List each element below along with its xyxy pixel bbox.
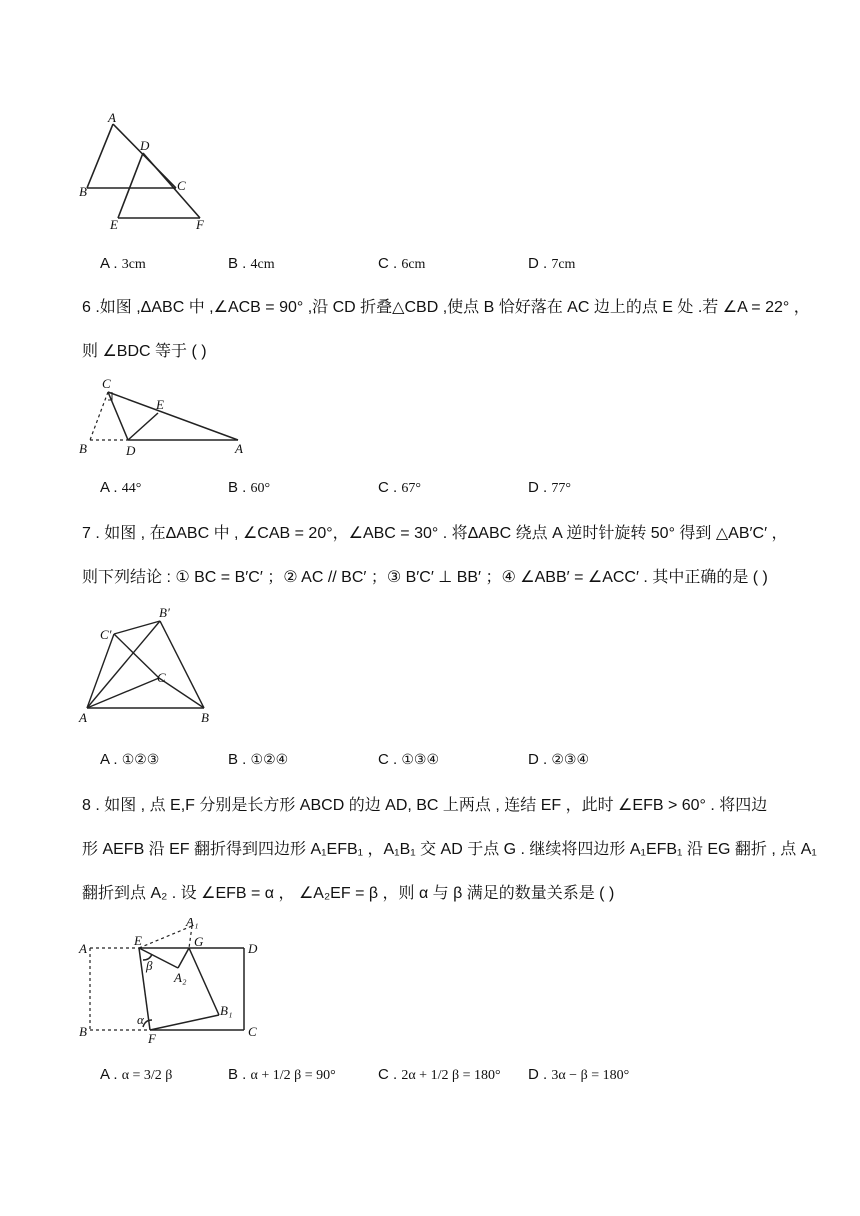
q5-option-c[interactable] [378,254,425,275]
q6-option-b[interactable] [228,478,270,499]
q6-stem-line2: 则 ∠BDC 等于 ( ) [82,343,207,360]
q8-option-d-value: 3α − β = 180° [551,1068,630,1083]
fig8-label-alpha: α [137,1012,144,1027]
q8-option-a-value: α = 3/2 β [121,1068,173,1083]
q6-stem-line1: 6 .如图 ,ΔABC 中 ,∠ACB = 90° ,沿 CD 折叠△CBD ,使点 B 恰好落在 AC 边上的点 E 处 .若 ∠A = 22° ， [82,299,810,316]
q6-option-c[interactable] [378,478,421,499]
fig6-label-a: A [235,441,243,456]
q8-option-d[interactable] [528,1065,629,1086]
fig6-label-c: C [102,376,111,391]
q5-option-b[interactable] [228,254,275,275]
q5-option-d-letter: D . [528,255,548,272]
q7-option-d-value: ②③④ [551,753,589,768]
fig5-label-c: C [177,178,186,193]
q6-option-d-letter: D . [528,479,548,496]
fig8-label-a: A [79,941,87,956]
q8-option-b-value: α + 1/2 β = 90° [250,1068,336,1083]
q6-option-c-letter: C . [378,479,398,496]
q7-option-b-letter: B . [228,751,247,768]
q8-option-b[interactable] [228,1065,336,1086]
q8-option-c-value: 2α + 1/2 β = 180° [401,1068,501,1083]
fig8-label-b: B [79,1024,87,1039]
fig8-label-f: F [148,1031,156,1046]
q8-option-c-letter: C . [378,1066,398,1083]
fig8-label-b1: B₁ [220,1003,233,1018]
fig5-label-b: B [79,184,87,199]
q6-option-c-value: 67° [401,481,421,496]
fig5-label-d: D [140,138,150,153]
q7-option-a-value: ①②③ [121,753,160,768]
q6-option-d[interactable] [528,478,571,499]
q6-option-b-letter: B . [228,479,247,496]
fig8-label-c: C [248,1024,257,1039]
q7-option-d-letter: D . [528,751,548,768]
figure-q7 [70,604,230,730]
fig5-label-a: A [108,110,116,125]
q7-option-c-value: ①③④ [401,753,439,768]
q7-stem-line2: 则下列结论 : ① BC = B′C′ ；② AC // BC′ ；③ B′C′ ⊥ BB′ ；④ ∠ABB′ = ∠ACC′ . 其中正确的是 ( ) [82,569,768,586]
q8-stem-line3: 翻折到点 A₂ . 设 ∠EFB = α ， ∠A₂EF = β ，则 α 与 β 满足的数量关系是 ( ) [82,885,615,902]
q7-option-d[interactable] [528,750,589,771]
q8-option-a[interactable] [100,1065,172,1086]
q5-option-a-value: 3cm [121,257,146,272]
fig5-label-e: E [110,217,118,232]
q7-option-a-letter: A . [100,751,118,768]
q6-option-a-letter: A . [100,479,118,496]
fig6-label-d: D [126,443,136,458]
q5-option-d-value: 7cm [551,257,576,272]
figure-q5 [70,108,230,238]
fig7-label-c: C [157,670,166,685]
q6-option-a-value: 44° [121,481,142,496]
fig7-label-a: A [79,710,87,725]
fig7-label-b: B [201,710,209,725]
q6-option-b-value: 60° [250,481,271,496]
fig8-label-g: G [194,934,204,949]
fig8-label-a2: A₂ [174,970,187,985]
q5-option-a-letter: A . [100,255,118,272]
fig6-label-b: B [79,441,87,456]
figure-q8 [72,918,272,1048]
figure-q6 [72,374,252,460]
fig6-label-e: E [156,397,164,412]
fig7-label-c-prime: C′ [100,627,112,642]
q8-stem-line1: 8 . 如图 , 点 E,F 分别是长方形 ABCD 的边 AD, BC 上两点 , 连结 EF ，此时 ∠EFB > 60° . 将四边 [82,797,768,814]
fig8-label-d: D [248,941,258,956]
fig7-label-b-prime: B′ [159,605,170,620]
fig5-label-f: F [196,217,204,232]
fig8-label-beta: β [146,958,153,973]
fig8-label-e: E [134,933,142,948]
q7-stem-line1: 7 . 如图 , 在ΔABC 中 , ∠CAB = 20°，∠ABC = 30° . 将ΔABC 绕点 A 逆时针旋转 50° 得到 △AB′C′ ， [82,525,788,542]
q8-option-b-letter: B . [228,1066,247,1083]
q8-option-d-letter: D . [528,1066,548,1083]
q5-option-b-letter: B . [228,255,247,272]
q7-option-c[interactable] [378,750,439,771]
q6-option-d-value: 77° [551,481,571,496]
q5-option-a[interactable] [100,254,146,275]
fig8-label-a1: A₁ [186,918,199,929]
q5-option-d[interactable] [528,254,575,275]
q7-option-b-value: ①②④ [250,753,289,768]
q7-option-a[interactable] [100,750,159,771]
q8-stem-line2: 形 AEFB 沿 EF 翻折得到四边形 A₁EFB₁ ，A₁B₁ 交 AD 于点 G . 继续将四边形 A₁EFB₁ 沿 EG 翻折 , 点 A₁ [82,841,817,858]
q5-option-c-value: 6cm [401,257,426,272]
q6-option-a[interactable] [100,478,141,499]
q7-option-b[interactable] [228,750,288,771]
q8-option-a-letter: A . [100,1066,118,1083]
q8-option-c[interactable] [378,1065,501,1086]
q5-option-b-value: 4cm [250,257,275,272]
q5-option-c-letter: C . [378,255,398,272]
q7-option-c-letter: C . [378,751,398,768]
